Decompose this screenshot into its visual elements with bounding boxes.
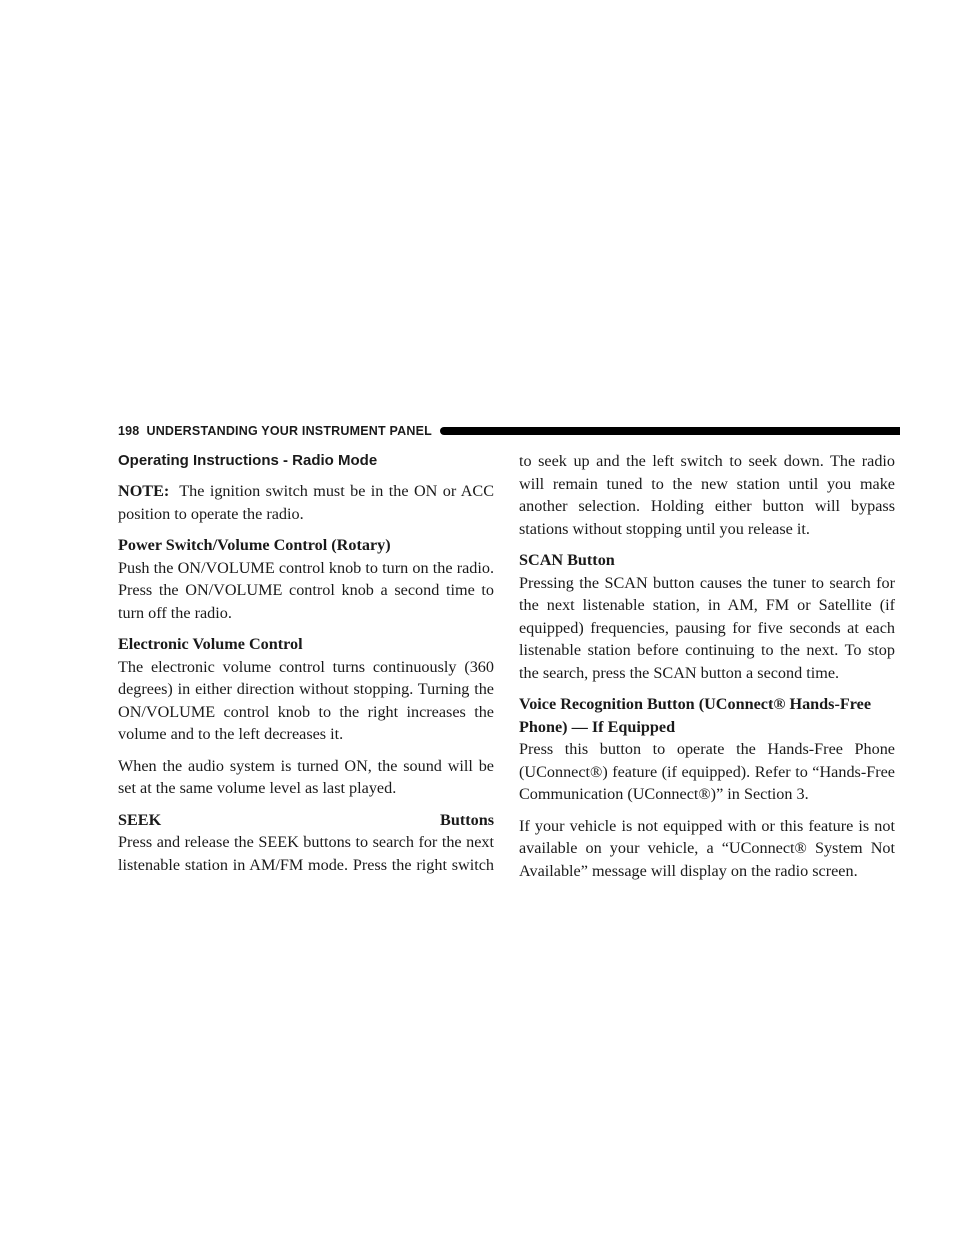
power-switch-text: Push the ON/VOLUME control knob to turn on the radio. Press the ON/VOLUME control knob a second time to turn off the radio. <box>118 558 494 622</box>
electronic-volume-heading: Electronic Volume Control <box>118 635 303 653</box>
seek-buttons-heading: SEEK Buttons <box>118 810 494 829</box>
scan-button-heading: SCAN Button <box>519 551 615 569</box>
scan-button-paragraph <box>519 549 895 684</box>
note-paragraph <box>118 480 494 525</box>
seek-buttons-paragraph <box>118 809 494 877</box>
voice-recognition-paragraph <box>519 693 895 806</box>
seek-buttons-text: Press and release the SEEK buttons to search for the next listenable station in AM/FM mode. Press the right switch <box>118 833 494 874</box>
not-equipped-paragraph: If your vehicle is not equipped with or this feature is not available on your vehicle, a “UConnect® System Not Available” message will display on the radio screen. <box>519 816 895 880</box>
power-switch-paragraph <box>118 534 494 624</box>
right-column <box>519 450 895 891</box>
left-column <box>118 450 494 885</box>
electronic-volume-paragraph <box>118 633 494 746</box>
scan-button-text: Pressing the SCAN button causes the tuner to search for the next listenable station, in AM, FM or Satellite (if equipped) frequencies, pausing for five seconds at each listenable station before continuing to the next. To stop the search, press the SCAN button a second time. <box>519 573 895 682</box>
seek-continued-paragraph: to seek up and the left switch to seek down. The radio will remain tuned to the new station until you make another selection. Holding either button will bypass stations without stopping until you release it. <box>519 452 895 538</box>
voice-recognition-heading: Voice Recognition Button (UConnect® Hands-Free Phone) — If Equipped <box>519 695 872 736</box>
audio-on-paragraph: When the audio system is turned ON, the sound will be set at the same volume level as last played. <box>118 756 494 797</box>
section-heading: Operating Instructions - Radio Mode <box>118 452 378 469</box>
electronic-volume-text: The electronic volume control turns continuously (360 degrees) in either direction without stopping. Turning the ON/VOLUME control knob to the right increases the volume and to the left decreases it. <box>118 657 494 743</box>
note-label: NOTE: <box>118 482 170 500</box>
note-text: The ignition switch must be in the ON or ACC position to operate the radio. <box>118 482 494 523</box>
page-header <box>118 422 900 440</box>
chapter-title: UNDERSTANDING YOUR INSTRUMENT PANEL <box>146 424 432 438</box>
page-number: 198 <box>118 424 140 438</box>
header-rule <box>440 427 900 435</box>
voice-recognition-text: Press this button to operate the Hands-Free Phone (UConnect®) feature (if equipped). Refer to “Hands-Free Communication (UConnect®)” in Section 3. <box>519 740 895 803</box>
power-switch-heading: Power Switch/Volume Control (Rotary) <box>118 536 391 554</box>
